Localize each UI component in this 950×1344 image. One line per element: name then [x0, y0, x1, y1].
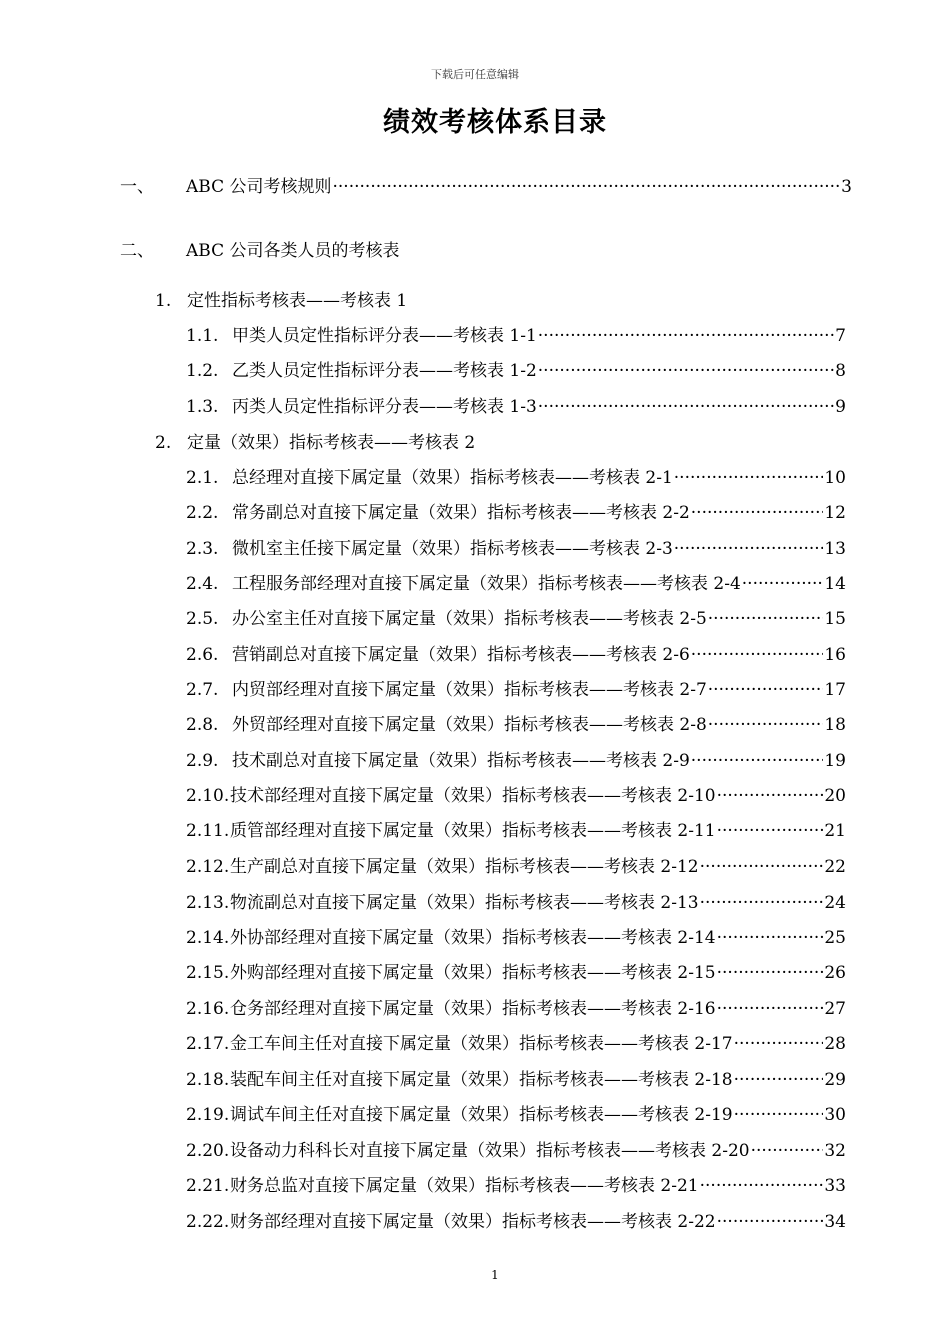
- toc-page-number: 15: [824, 609, 846, 629]
- toc-item[interactable]: [186, 1171, 846, 1196]
- toc-page-number: 3: [841, 177, 852, 197]
- toc-item-title: 营销副总对直接下属定量（效果）指标考核表——考核表 2-6: [232, 645, 690, 665]
- toc-page-number: 14: [824, 574, 846, 594]
- toc-item-number: 2.7.: [186, 680, 219, 700]
- toc-item[interactable]: [186, 852, 846, 877]
- toc-item-number: 2.20.: [186, 1141, 230, 1161]
- toc-item[interactable]: [186, 640, 846, 665]
- toc-page-number: 20: [824, 786, 846, 806]
- page-header: 下载后可任意编辑: [431, 68, 519, 81]
- toc-page-number: 13: [824, 539, 846, 559]
- toc-page-number: 34: [824, 1212, 846, 1232]
- toc-item[interactable]: [186, 534, 846, 559]
- toc-item-number: 2.22.: [186, 1212, 230, 1232]
- toc-leader-dots: [717, 786, 824, 806]
- toc-item-number: 1.1.: [186, 326, 219, 346]
- toc-item-title: 物流副总对直接下属定量（效果）指标考核表——考核表 2-13: [230, 893, 699, 913]
- toc-item[interactable]: [186, 816, 846, 841]
- toc-item-number: 2.14.: [186, 928, 230, 948]
- toc-page-number: 9: [835, 397, 846, 417]
- toc-item[interactable]: [186, 1207, 846, 1232]
- toc-leader-dots: [734, 1105, 824, 1125]
- toc-item-title: 外购部经理对直接下属定量（效果）指标考核表——考核表 2-15: [230, 963, 716, 983]
- toc-item-title: 质管部经理对直接下属定量（效果）指标考核表——考核表 2-11: [230, 821, 716, 841]
- toc-item-title: 总经理对直接下属定量（效果）指标考核表——考核表 2-1: [232, 468, 673, 488]
- toc-item-number: 1.3.: [186, 397, 219, 417]
- toc-section-title: ABC 公司各类人员的考核表: [186, 241, 400, 261]
- toc-item-title: 甲类人员定性指标评分表——考核表 1-1: [232, 326, 537, 346]
- toc-item-number: 2.6.: [186, 645, 219, 665]
- toc-item[interactable]: [186, 781, 846, 806]
- toc-item-title: 调试车间主任对直接下属定量（效果）指标考核表——考核表 2-19: [230, 1105, 733, 1125]
- toc-item[interactable]: [186, 746, 846, 771]
- toc-leader-dots: [708, 680, 824, 700]
- toc-item-number: 2.1.: [186, 468, 219, 488]
- toc-page-number: 26: [824, 963, 846, 983]
- toc-item[interactable]: [186, 498, 846, 523]
- toc-item-title: 技术副总对直接下属定量（效果）指标考核表——考核表 2-9: [232, 751, 690, 771]
- toc-item-title: 财务部经理对直接下属定量（效果）指标考核表——考核表 2-22: [230, 1212, 716, 1232]
- toc-item[interactable]: [186, 888, 846, 913]
- toc-item-title: 外贸部经理对直接下属定量（效果）指标考核表——考核表 2-8: [232, 715, 707, 735]
- toc-item-number: 2.16.: [186, 999, 230, 1019]
- toc-item-number: 2.19.: [186, 1105, 230, 1125]
- toc-leader-dots: [691, 751, 824, 771]
- toc-item-title: 外协部经理对直接下属定量（效果）指标考核表——考核表 2-14: [230, 928, 716, 948]
- toc-item-title: 乙类人员定性指标评分表——考核表 1-2: [232, 361, 537, 381]
- toc-group-2[interactable]: [155, 428, 475, 453]
- toc-item-number: 2.15.: [186, 963, 230, 983]
- toc-page-number: 27: [824, 999, 846, 1019]
- toc-item-number: 2.5.: [186, 609, 219, 629]
- toc-item-number: 2.3.: [186, 539, 219, 559]
- toc-item-title: 设备动力科科长对直接下属定量（效果）指标考核表——考核表 2-20: [230, 1141, 750, 1161]
- toc-item[interactable]: [186, 958, 846, 983]
- toc-leader-dots: [717, 1212, 824, 1232]
- toc-leader-dots: [691, 503, 824, 523]
- toc-leader-dots: [691, 645, 824, 665]
- toc-leader-dots: [708, 609, 824, 629]
- toc-page-number: 33: [824, 1176, 846, 1196]
- toc-item-title: 办公室主任对直接下属定量（效果）指标考核表——考核表 2-5: [232, 609, 707, 629]
- toc-item[interactable]: [186, 994, 846, 1019]
- toc-leader-dots: [751, 1141, 824, 1161]
- toc-leader-dots: [538, 326, 834, 346]
- toc-item-title: 微机室主任接下属定量（效果）指标考核表——考核表 2-3: [232, 539, 673, 559]
- toc-item-number: 2.4.: [186, 574, 219, 594]
- toc-leader-dots: [700, 893, 824, 913]
- toc-page-number: 16: [824, 645, 846, 665]
- toc-page-number: 19: [824, 751, 846, 771]
- toc-section-2[interactable]: [120, 236, 400, 261]
- toc-item-title: 金工车间主任对直接下属定量（效果）指标考核表——考核表 2-17: [230, 1034, 733, 1054]
- toc-page-number: 22: [824, 857, 846, 877]
- toc-leader-dots: [333, 177, 841, 197]
- toc-item[interactable]: [186, 710, 846, 735]
- toc-item-title: 生产副总对直接下属定量（效果）指标考核表——考核表 2-12: [230, 857, 699, 877]
- toc-item-number: 2.10.: [186, 786, 230, 806]
- toc-page-number: 17: [824, 680, 846, 700]
- toc-page-number: 7: [835, 326, 846, 346]
- toc-page-number: 25: [824, 928, 846, 948]
- toc-leader-dots: [708, 715, 824, 735]
- toc-item-title: 仓务部经理对直接下属定量（效果）指标考核表——考核表 2-16: [230, 999, 716, 1019]
- toc-item-number: 2.2.: [186, 503, 219, 523]
- toc-section-number: 一、: [120, 177, 154, 197]
- toc-page-number: 29: [824, 1070, 846, 1090]
- toc-leader-dots: [674, 468, 824, 488]
- toc-item-number: 2.18.: [186, 1070, 230, 1090]
- toc-page-number: 30: [824, 1105, 846, 1125]
- page-title: 绩效考核体系目录: [383, 107, 607, 138]
- toc-leader-dots: [538, 361, 834, 381]
- toc-item[interactable]: [186, 569, 846, 594]
- toc-item-number: 2.12.: [186, 857, 230, 877]
- toc-item-number: 2.8.: [186, 715, 219, 735]
- toc-page-number: 18: [824, 715, 846, 735]
- toc-page-number: 12: [824, 503, 846, 523]
- toc-item-title: 工程服务部经理对直接下属定量（效果）指标考核表——考核表 2-4: [232, 574, 741, 594]
- toc-leader-dots: [700, 857, 824, 877]
- toc-page-number: 8: [835, 361, 846, 381]
- toc-item[interactable]: [186, 321, 846, 346]
- toc-group-number: 1.: [155, 291, 172, 311]
- toc-item-title: 内贸部经理对直接下属定量（效果）指标考核表——考核表 2-7: [232, 680, 707, 700]
- toc-item[interactable]: [186, 1065, 846, 1090]
- toc-item[interactable]: [186, 356, 846, 381]
- toc-leader-dots: [717, 963, 824, 983]
- toc-page-number: 32: [824, 1141, 846, 1161]
- toc-item[interactable]: [186, 1136, 846, 1161]
- toc-item-number: 2.17.: [186, 1034, 230, 1054]
- toc-item[interactable]: [186, 675, 846, 700]
- toc-item[interactable]: [186, 923, 846, 948]
- toc-item[interactable]: [186, 1029, 846, 1054]
- toc-section-1[interactable]: [120, 172, 852, 197]
- toc-group-number: 2.: [155, 433, 172, 453]
- toc-item-title: 丙类人员定性指标评分表——考核表 1-3: [232, 397, 537, 417]
- toc-item-title: 常务副总对直接下属定量（效果）指标考核表——考核表 2-2: [232, 503, 690, 523]
- toc-item[interactable]: [186, 463, 846, 488]
- toc-item[interactable]: [186, 604, 846, 629]
- toc-leader-dots: [538, 397, 834, 417]
- toc-section-number: 二、: [120, 241, 154, 261]
- toc-item-number: 1.2.: [186, 361, 219, 381]
- toc-page-number: 24: [824, 893, 846, 913]
- toc-section-title: ABC 公司考核规则: [186, 177, 332, 197]
- toc-item-number: 2.11.: [186, 821, 230, 841]
- toc-item-number: 2.13.: [186, 893, 230, 913]
- toc-page-number: 21: [824, 821, 846, 841]
- toc-leader-dots: [734, 1070, 824, 1090]
- toc-leader-dots: [674, 539, 824, 559]
- toc-leader-dots: [717, 928, 824, 948]
- toc-item[interactable]: [186, 392, 846, 417]
- toc-leader-dots: [742, 574, 824, 594]
- toc-leader-dots: [700, 1176, 824, 1196]
- toc-group-title: 定性指标考核表——考核表 1: [187, 291, 408, 311]
- toc-item-number: 2.9.: [186, 751, 219, 771]
- toc-page-number: 28: [824, 1034, 846, 1054]
- toc-group-title: 定量（效果）指标考核表——考核表 2: [187, 433, 476, 453]
- toc-item-number: 2.21.: [186, 1176, 230, 1196]
- toc-leader-dots: [734, 1034, 824, 1054]
- toc-item[interactable]: [186, 1100, 846, 1125]
- toc-group-1[interactable]: [155, 286, 407, 311]
- toc-leader-dots: [717, 821, 824, 841]
- toc-item-title: 技术部经理对直接下属定量（效果）指标考核表——考核表 2-10: [230, 786, 716, 806]
- page-footer-number: 1: [491, 1268, 499, 1282]
- toc-item-title: 装配车间主任对直接下属定量（效果）指标考核表——考核表 2-18: [230, 1070, 733, 1090]
- toc-leader-dots: [717, 999, 824, 1019]
- toc-item-title: 财务总监对直接下属定量（效果）指标考核表——考核表 2-21: [230, 1176, 699, 1196]
- toc-page-number: 10: [824, 468, 846, 488]
